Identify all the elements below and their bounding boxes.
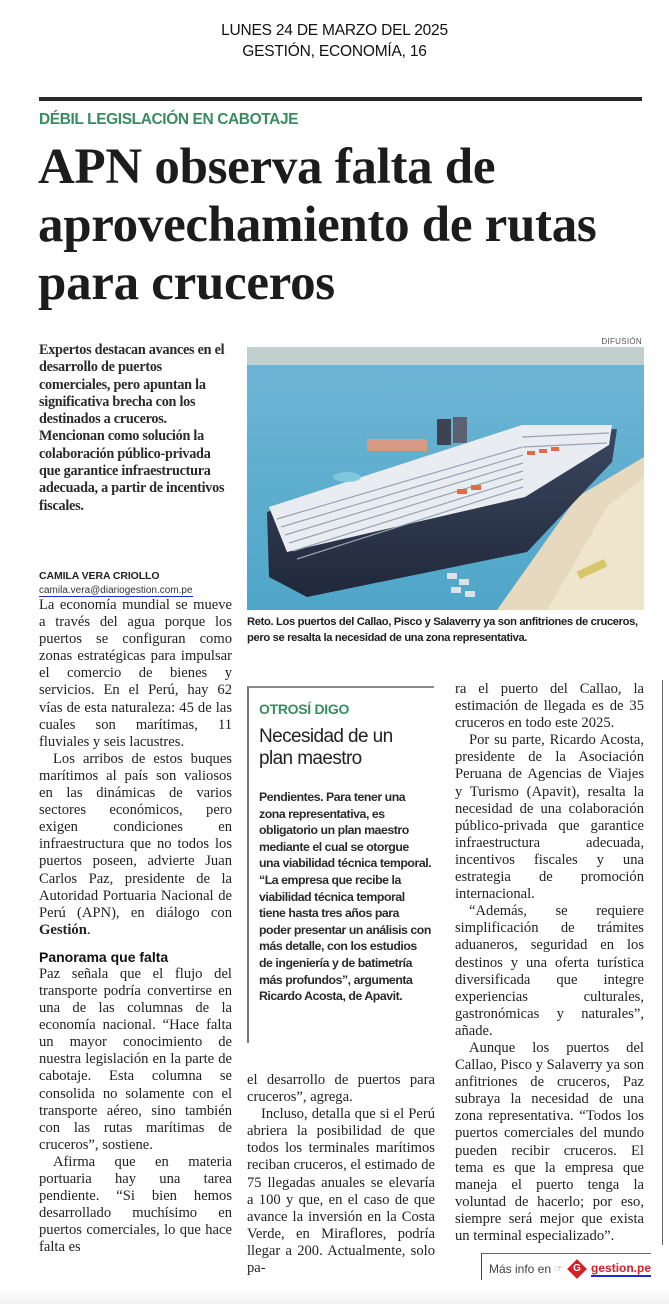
publication-section: GESTIÓN, ECONOMÍA, 16 <box>242 43 427 60</box>
cruise-ship-image <box>247 347 644 610</box>
author-name: CAMILA VERA CRIOLLO <box>39 570 160 582</box>
paragraph: “Además, se requiere simplificación de trámites aduaneros, seguridad en los destinos y una oferta turística diversificada que integre experiencias culturales, gastronómicas y naturales”, añade. <box>455 903 644 1039</box>
cruise-ship-photo <box>247 347 644 610</box>
more-info-link[interactable] <box>481 1253 651 1280</box>
article-headline: APN observa falta de aprovechamiento de rutas para cruceros <box>38 139 597 311</box>
caption-lead: Reto. <box>247 616 274 628</box>
paragraph: Por su parte, Ricardo Acosta, presidente de la Asociación Peruana de Agencias de Viajes y Turismo (Apavit), resalta la necesidad de una colaboración público-privada que garantice infraestructura adecuada, incentivos fiscales y una estrategia de promoción internacional. <box>455 732 644 903</box>
gestion-site-link[interactable]: gestion.pe <box>591 1260 652 1275</box>
paragraph <box>39 751 232 939</box>
article-column-3 <box>455 681 644 1245</box>
caption-text: Los puertos del Callao, Pisco y Salaverry ya son anfitriones de cruceros, pero se resalta la necesidad de una zona representativa. <box>247 616 638 644</box>
paragraph: Aunque los puertos del Callao, Pisco y Salaverry ya son anfitriones de cruceros, Paz subraya la necesidad de una zona representativa. “Todos los puertos comerciales del mundo pueden recibir cruceros. El tema es que la empresa que maneja el puerto tenga la voluntad de hacerlo; por eso, siempre será mejor que exista un terminal especializado”. <box>455 1039 644 1244</box>
paragraph: el desarrollo de puertos para cruceros”, agrega. <box>247 1072 435 1106</box>
paragraph: Incluso, detalla que si el Perú abriera la posibilidad de que todos los terminales marítimos reciban cruceros, el estimado de 75 llegadas anuales se elevaría a 100 y que, en el caso de que avance la inversión en la Costa Verde, en Miraflores, podría llegar a 200. Actualmente, solo pa- <box>247 1106 435 1277</box>
dateline <box>0 20 669 62</box>
gestion-logo-icon <box>567 1259 587 1279</box>
publication-date: LUNES 24 DE MARZO DEL 2025 <box>221 22 448 39</box>
paragraph: ra el puerto del Callao, la estimación de llegada es de 35 cruceros en todo este 2025. <box>455 681 644 732</box>
sidebar-kicker: OTROSÍ DIGO <box>259 701 350 717</box>
paragraph-text: . <box>86 921 91 938</box>
sidebar-box <box>247 686 434 1043</box>
hand-pointer-icon: ☞ <box>554 1263 564 1275</box>
paragraph: Paz señala que el flujo del transporte podría convertirse en una de las columnas de la economía nacional. “Hace falta un mayor conocimiento de nuestra legislación en la parte de cabotaje. Esta columna se consolida no solamente con el transporte aéreo, sino también con las rutas marítimas de cruceros”, sostiene. <box>39 965 232 1153</box>
paragraph: Afirma que en materia portuaria hay una tarea pendiente. “Si bien hemos desarrollado muchísimo en puertos comerciales, lo que hace falta es <box>39 1153 232 1256</box>
brand-name: Gestión <box>39 921 87 938</box>
sidebar-title: Necesidad de un plan maestro <box>259 726 393 769</box>
paragraph-text: Los arribos de estos buques marítimos al país son valiosos en las dinámicas de varios sectores económicos, pero exigen condiciones en infraestructura que no todos los puertos poseen, advierte Juan Carlos Paz, presidente de la Autoridad Portuaria Nacional de Perú (APN), en diálogo con <box>39 750 232 921</box>
article-kicker: DÉBIL LEGISLACIÓN EN CABOTAJE <box>39 111 299 128</box>
page-bottom-shadow <box>0 1288 669 1304</box>
author-email-link[interactable]: camila.vera@diariogestion.com.pe <box>39 585 193 596</box>
photo-credit: DIFUSIÓN <box>601 337 642 346</box>
top-rule-divider <box>39 97 642 101</box>
subheading: Panorama que falta <box>39 948 169 965</box>
article-column-2 <box>247 1072 435 1277</box>
photo-caption <box>247 614 647 646</box>
column-rule <box>662 680 663 1245</box>
sidebar-lead: Pendientes. <box>259 790 324 804</box>
article-column-1 <box>39 597 232 1256</box>
byline <box>39 566 193 597</box>
article-deck: Expertos destacan avances en el desarrollo de puertos comerciales, pero apuntan la significativa brecha con los destinados a cruceros. Mencionan como solución la colaboración público-privada que garantice infraestructura adecuada, a partir de incentivos fiscales. <box>39 342 225 514</box>
paragraph: La economía mundial se mueve a través del agua porque los puertos se configuran como zonas estratégicas para impulsar el comercio de bienes y servicios. En el Perú, hay 62 vías de esta naturaleza: 45 de las cuales son marítimas, 11 fluviales y seis lacustres. <box>39 597 232 750</box>
sidebar-body <box>259 789 432 1005</box>
more-info-label: Más info en <box>489 1262 552 1276</box>
sidebar-text: Para tener una zona representativa, es obligatorio un plan maestro mediante el cual se otorgue una viabilidad técnica temporal. “La empresa que recibe la viabilidad técnica temporal tiene hasta tres años para poder presentar un análisis con más detalle, con los estudios de ingeniería y de batimetría más profundos”, argumenta Ricardo Acosta, de Apavit. <box>259 790 432 1004</box>
